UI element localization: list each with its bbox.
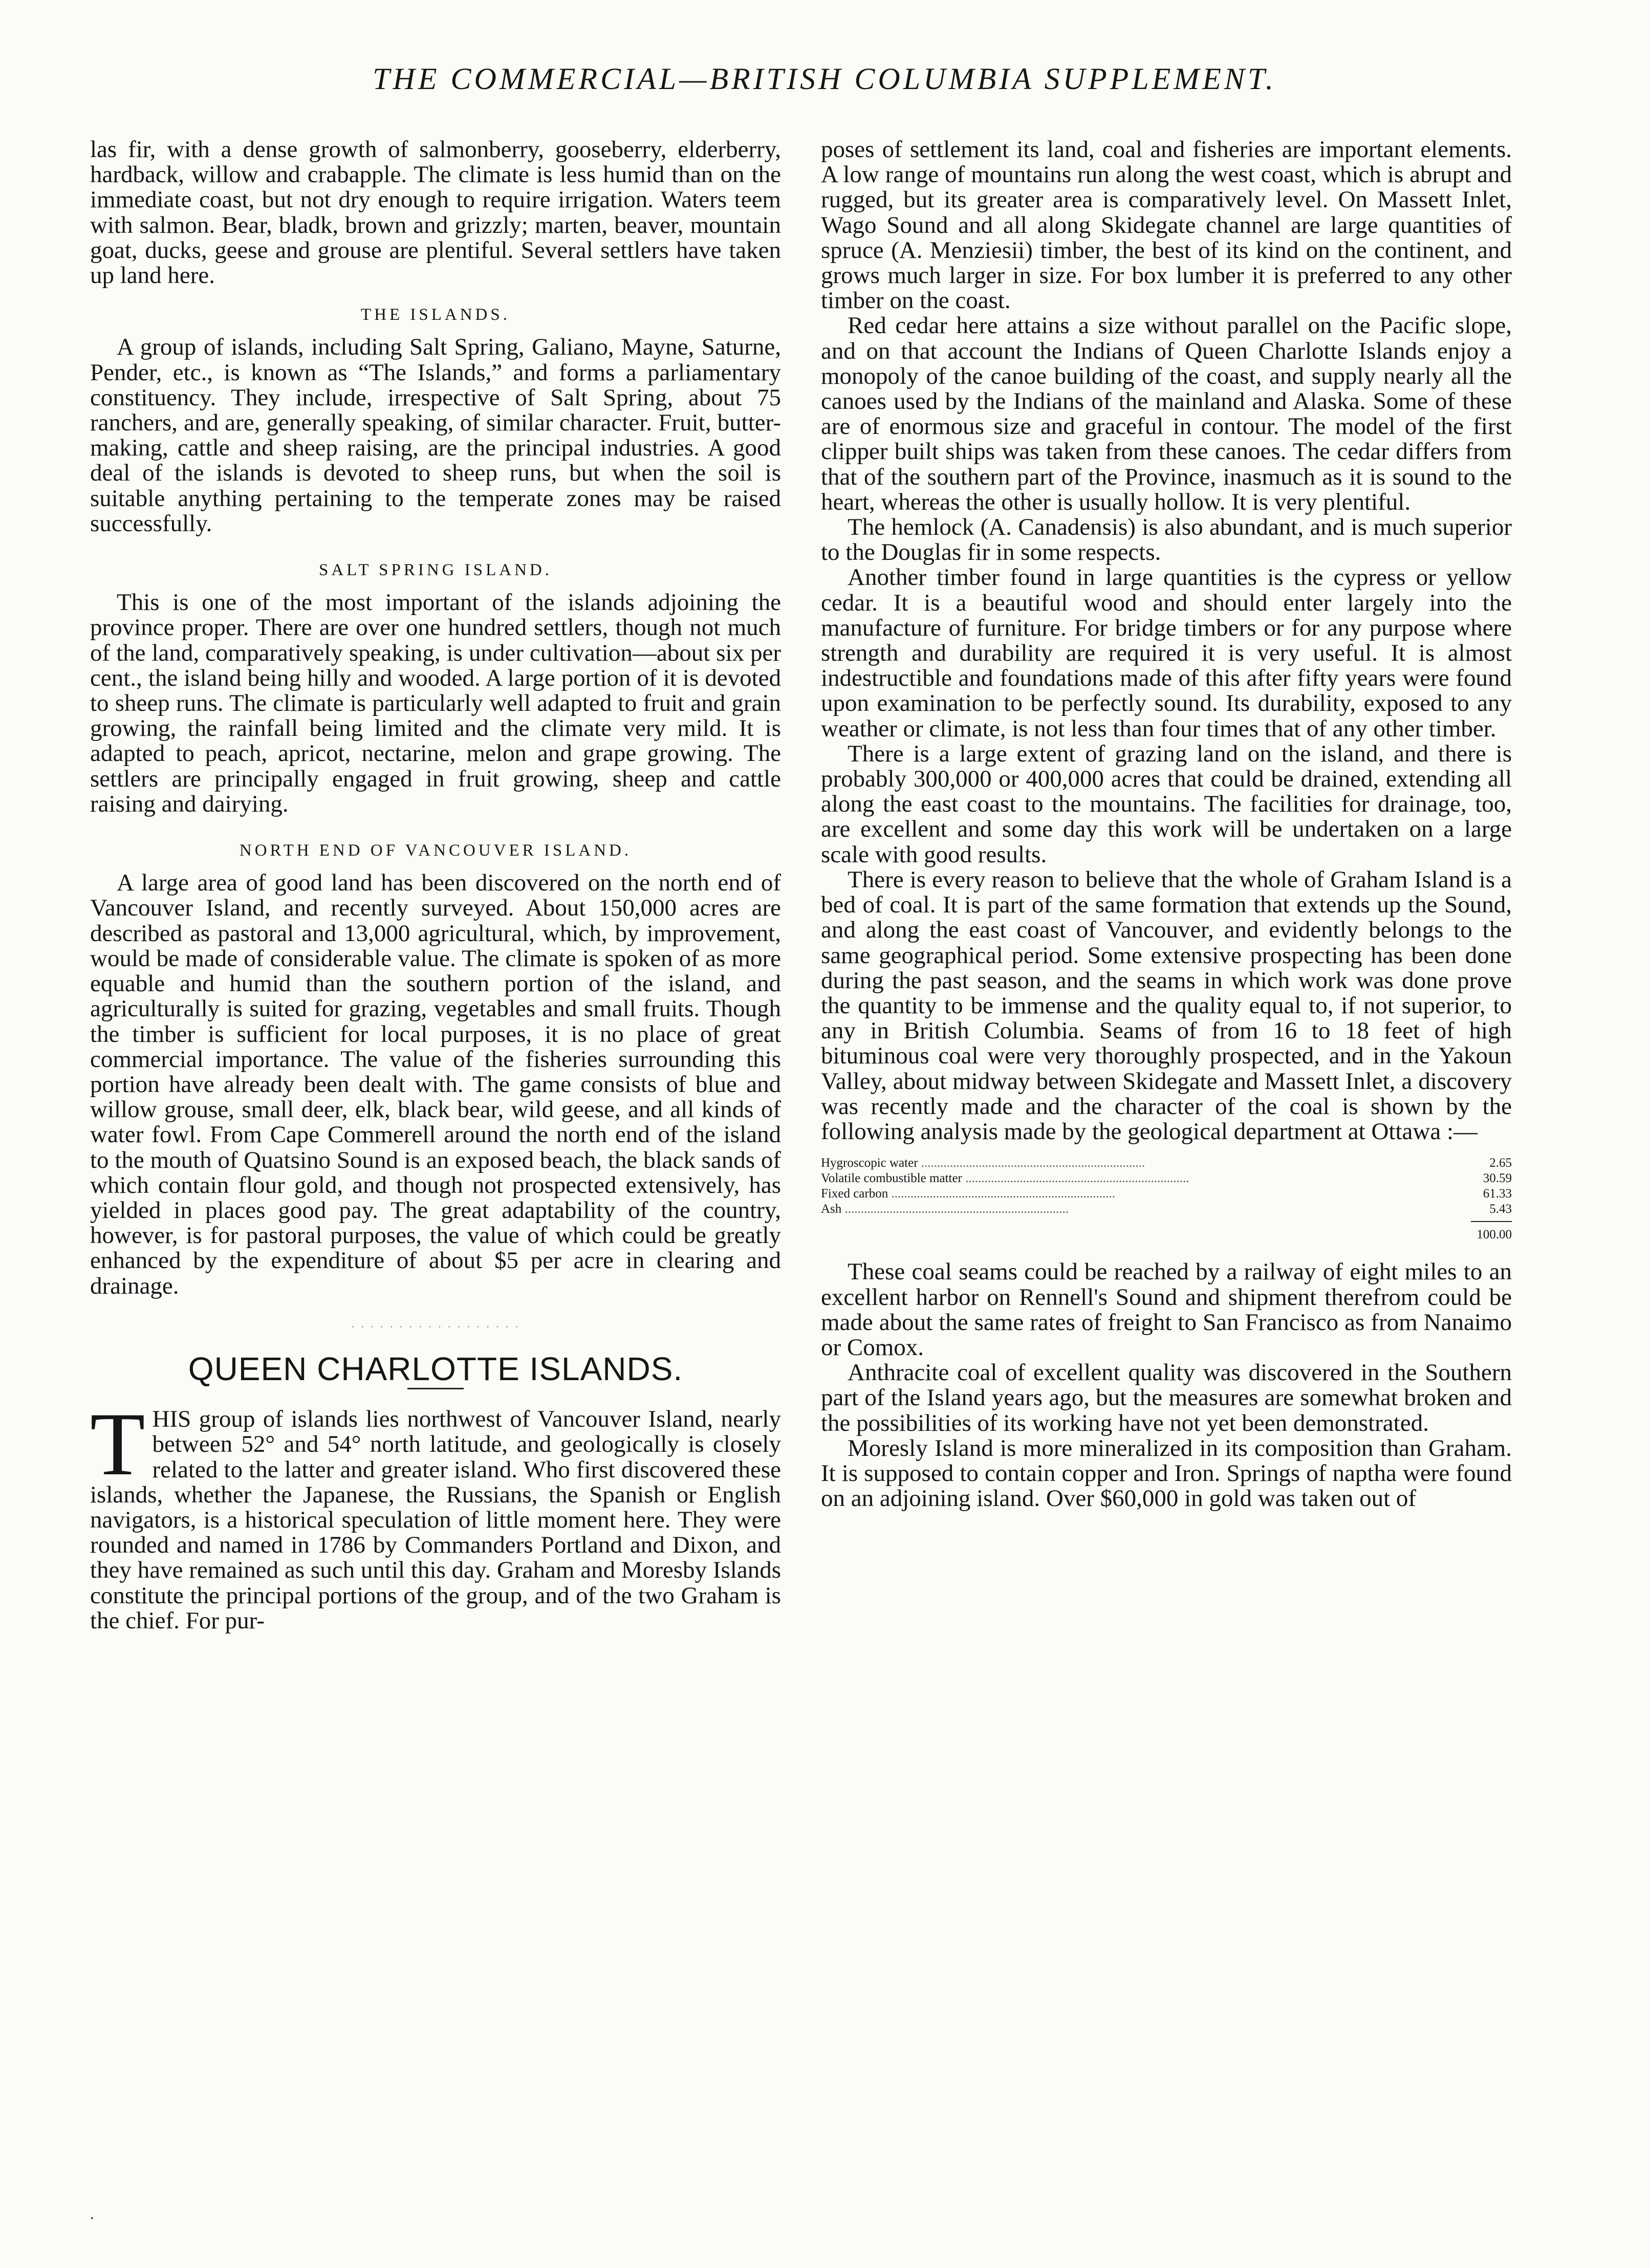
intro-paragraph: las fir, with a dense growth of salmonberry, gooseberry, elderberry, hardback, willow and crabapple. The climate is less humid than on the immediate coast, but not dry enough to require irrigation. Waters teem with salmon. Bear, bladk, brown and grizzly; marten, beaver, mountain goat, ducks, geese and grouse are plentiful. Several settlers have taken up land here. — [90, 136, 781, 289]
analysis-label: Fixed carbon — [821, 1187, 888, 1201]
leader-dots: ...................................................................... — [918, 1156, 1145, 1170]
queen-charlotte-paragraph — [90, 1394, 781, 1634]
salt-spring-paragraph: This is one of the most important of the islands adjoining the province proper. There are over one hundred settlers, though not much of the land, comparatively speaking, is under cultivation—about six per cent., the island being hilly and wooded. A large portion of it is devoted to sheep runs. The climate is particularly well adapted to fruit and grain growing, the rainfall being limited and the climate very mild. It is adapted to peach, apricot, nectarine, melon and grape growing. The settlers are principally engaged in fruit growing, sheep and cattle raising and dairying. — [90, 589, 781, 817]
analysis-row — [821, 1202, 1512, 1217]
page-header-title: THE COMMERCIAL—BRITISH COLUMBIA SUPPLEMENT. — [373, 62, 1276, 96]
moresby-paragraph: Moresly Island is more mineralized in its composition than Graham. It is supposed to contain copper and Iron. Springs of naptha were found on an adjoining island. Over $60,000 in gold was taken out of — [821, 1434, 1512, 1512]
grazing-paragraph: There is a large extent of grazing land on the island, and there is probably 300,000 or 400,000 acres that could be drained, extending all along the east coast to the mountains. The facilities for drainage, too, are excellent and some day this work will be undertaken on a large scale with good results. — [821, 740, 1512, 868]
footer-mark: . — [90, 2206, 94, 2222]
coal-paragraph: There is every reason to believe that the whole of Graham Island is a bed of coal. It is part of the same formation that extends up the Sound, and along the east coast of Vancouver, and evidently belongs to the same geographical period. Some extensive prospecting has been done during the past season, and the seams in which work was done prove the quantity to be immense and the quality equal to, if not superior, to any in British Columbia. Seams of from 16 to 18 feet of high bituminous coal were very thoroughly prospected, and in the Yakoun Valley, about midway between Skidegate and Massett Inlet, a discovery was recently made and the character of the coal is shown by the following analysis made by the geological department at Ottawa :— — [821, 866, 1512, 1145]
analysis-row — [821, 1155, 1512, 1171]
queen-charlotte-text: HIS group of islands lies northwest of Vancouver Island, nearly between 52° and 54° north latitude, and geologically is closely related to the latter and greater island. Who first discovered these islands, whether the Japanese, the Russians, the Spanish or English navigators, is a historical speculation of little moment here. They were rounded and named in 1786 by Commanders Portland and Dixon, and they have remained as such until this day. Graham and Moresby Islands constitute the principal portions of the group, and of the two Graham is the chief. For pur- — [90, 1406, 781, 1634]
railway-paragraph: These coal seams could be reached by a railway of eight miles to an excellent harbor on Rennell's Sound and shipment therefrom could be made about the same rates of freight to San Francisco as from Nanaimo or Comox. — [821, 1258, 1512, 1361]
analysis-total: 100.00 — [1477, 1228, 1512, 1242]
heading-rule — [407, 1388, 464, 1389]
left-column — [90, 137, 781, 1633]
section-separator: · · · · · · · · · · · · · · · · · · — [351, 1320, 520, 1333]
salt-spring-heading: SALT SPRING ISLAND. — [319, 561, 552, 580]
drop-cap: T — [90, 1394, 145, 1495]
queen-charlotte-heading: QUEEN CHARLOTTE ISLANDS. — [188, 1350, 683, 1387]
analysis-value: 2.65 — [1489, 1156, 1512, 1170]
right-column — [821, 137, 1512, 1511]
north-end-heading: NORTH END OF VANCOUVER ISLAND. — [239, 841, 632, 860]
analysis-value: 30.59 — [1483, 1171, 1512, 1186]
coal-analysis-table — [821, 1155, 1512, 1217]
analysis-value: 5.43 — [1489, 1202, 1512, 1216]
settlement-paragraph: poses of settlement its land, coal and fisheries are important elements. A low range of mountains run along the west coast, which is abrupt and rugged, but its greater area is comparatively level. On Massett Inlet, Wago Sound and all along Skidegate channel are large quantities of spruce (A. Menziesii) timber, the best of its kind on the continent, and grows much larger in size. For box lumber it is preferred to any other timber on the coast. — [821, 136, 1512, 314]
hemlock-paragraph: The hemlock (A. Canadensis) is also abundant, and is much superior to the Douglas fir in some respects. — [821, 514, 1512, 566]
analysis-label: Hygroscopic water — [821, 1156, 918, 1170]
leader-dots: ...................................................................... — [888, 1187, 1115, 1201]
north-end-paragraph: A large area of good land has been discovered on the north end of Vancouver Island, and recently surveyed. About 150,000 acres are described as pastoral and 13,000 agricultural, which, by improvement, would be made of considerable value. The climate is spoken of as more equable and humid than the southern portion of the island, and agriculturally is suited for grazing, vegetables and small fruits. Though the timber is sufficient for local purposes, it is no place of great commercial importance. The value of the fisheries surrounding this portion have already been dealt with. The game consists of blue and willow grouse, small deer, elk, black bear, wild geese, and all kinds of water fowl. From Cape Commerell around the north end of the island to the mouth of Quatsino Sound is an exposed beach, the black sands of which contain flour gold, and though not prospected extensively, has yielded in places good pay. The great adaptability of the country, however, is for pastoral purposes, the value of which could be greatly enhanced by the expenditure of about $5 per acre in clearing and drainage. — [90, 869, 781, 1299]
islands-heading: THE ISLANDS. — [361, 306, 510, 324]
leader-dots: ...................................................................... — [841, 1202, 1069, 1216]
analysis-row — [821, 1171, 1512, 1186]
analysis-label: Ash — [821, 1202, 842, 1216]
analysis-row — [821, 1186, 1512, 1202]
analysis-value: 61.33 — [1483, 1187, 1512, 1201]
islands-paragraph: A group of islands, including Salt Spring, Galiano, Mayne, Saturne, Pender, etc., is known as “The Islands,” and forms a parliamentary constituency. They include, irrespective of Salt Spring, about 75 ranchers, and are, generally speaking, of similar character. Fruit, butter-making, cattle and sheep raising, are the principal industries. A good deal of the islands is devoted to sheep runs, but when the soil is suitable anything pertaining to the temperate zones may be raised successfully. — [90, 334, 781, 537]
red-cedar-paragraph: Red cedar here attains a size without parallel on the Pacific slope, and on that account the Indians of Queen Charlotte Islands enjoy a monopoly of the canoe building of the coast, and supply nearly all the canoes used by the Indians of the mainland and Alaska. Some of these are of enormous size and graceful in contour. The model of the first clipper built ships was taken from these canoes. The cedar differs from that of the southern part of the Province, inasmuch as it is sound to the heart, whereas the other is usually hollow. It is very plentiful. — [821, 312, 1512, 515]
anthracite-paragraph: Anthracite coal of excellent quality was discovered in the Southern part of the Island years ago, but the measures are somewhat broken and the possibilities of its working have not yet been demonstrated. — [821, 1359, 1512, 1436]
cypress-paragraph: Another timber found in large quantities is the cypress or yellow cedar. It is a beautiful wood and should enter largely into the manufacture of furniture. For bridge timbers or for any purpose where strength and durability are required it is very useful. It is almost indestructible and foundations made of this after fifty years were found upon examination to be perfectly sound. Its durability, exposed to any weather or climate, is not less than four times that of any other timber. — [821, 564, 1512, 742]
leader-dots: ...................................................................... — [962, 1171, 1189, 1186]
analysis-label: Volatile combustible matter — [821, 1171, 962, 1186]
